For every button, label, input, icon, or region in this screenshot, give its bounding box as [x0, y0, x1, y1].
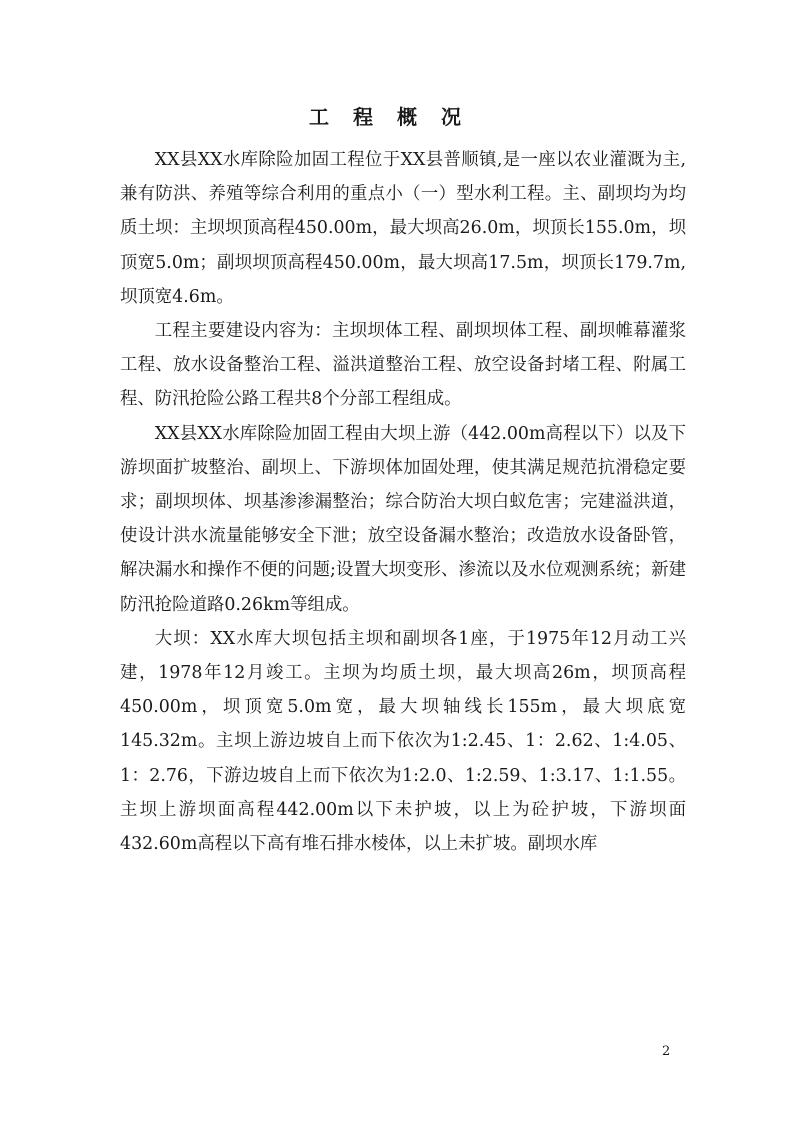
paragraph-dam-description: 大坝：XX水库大坝包括主坝和副坝各1座，于1975年12月动工兴建，1978年12月竣工。主坝为均质土坝，最大坝高26m，坝顶高程450.00m，坝顶宽5.0m宽，最大坝轴线长155m，最大坝底宽145.32m。主坝上游边坡自上而下依次为1:2.45、1：2.62、1:4.05、1：2.76，下游边坡自上而下依次为1:2.0、1:2.59、1:3.17、1:1.55。主坝上游坝面高程442.00m以下未护坡，以上为砼护坡，下游坝面432.60m高程以下高有堆石排水棱体，以上未扩坡。副坝水库 [120, 628, 686, 855]
paragraph-overview: XX县XX水库除险加固工程位于XX县普顺镇,是一座以农业灌溉为主,兼有防洪、养殖等综合利用的重点小（一）型水利工程。主、副坝均为均质土坝：主坝坝顶高程450.00m，最大坝高26.0m，坝顶长155.0m，坝顶宽5.0m；副坝坝顶高程450.00m，最大坝高17.5m，坝顶长179.7m,坝顶宽4.6m。 [120, 150, 686, 307]
page-number: 2 [662, 1044, 671, 1059]
paragraph-construction-content: 工程主要建设内容为：主坝坝体工程、副坝坝体工程、副坝帷幕灌浆工程、放水设备整治工程、溢洪道整治工程、放空设备封堵工程、附属工程、防汛抢险公路工程共8个分部工程组成。 [120, 321, 686, 410]
document-body [120, 143, 686, 861]
paragraph-reinforcement-scope: XX县XX水库除险加固工程由大坝上游（442.00m高程以下）以及下游坝面扩坡整治、副坝上、下游坝体加固处理，使其满足规范抗滑稳定要求；副坝坝体、坝基渗渗漏整治；综合防治大坝白蚁危害；完建溢洪道，使设计洪水流量能够安全下泄；放空设备漏水整治；改造放水设备卧管，解决漏水和操作不便的问题;设置大坝变形、渗流以及水位观测系统；新建防汛抢险道路0.26km等组成。 [120, 423, 686, 615]
page-title: 工程概况 [309, 105, 485, 129]
